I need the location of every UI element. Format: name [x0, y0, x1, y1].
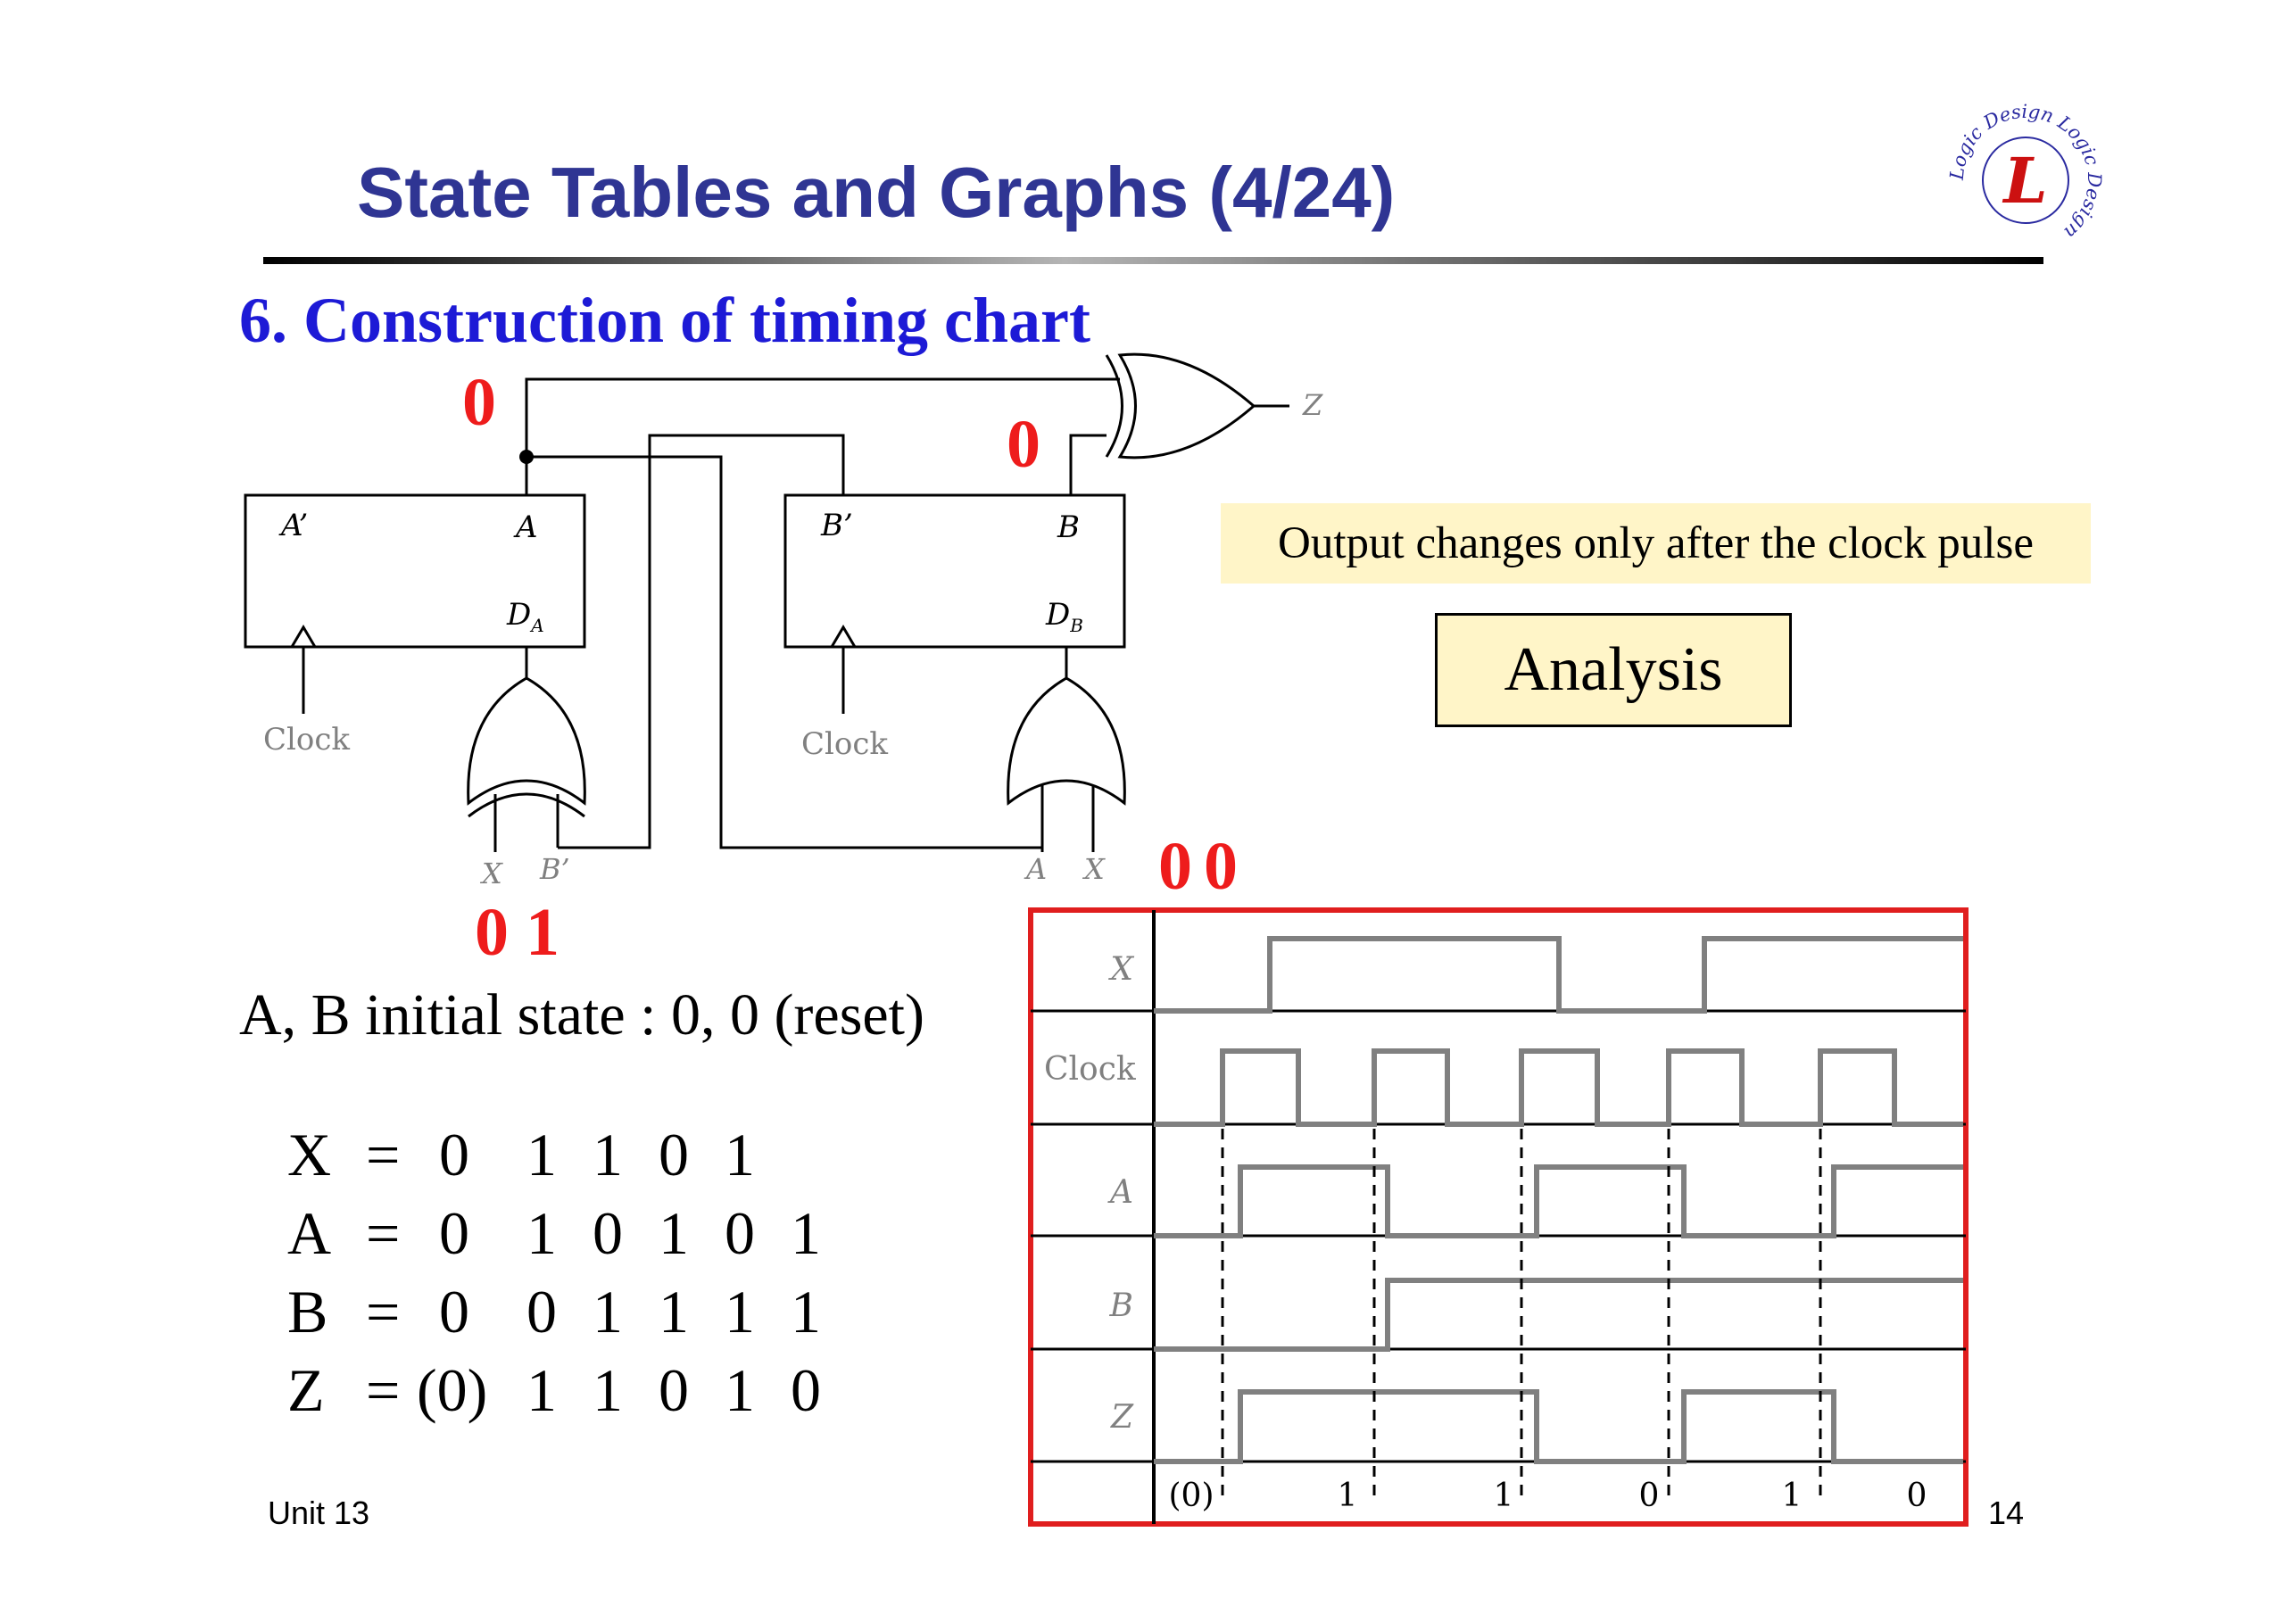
sequence-value: 0 [439, 1199, 469, 1267]
red-a-output-value: 0 [462, 365, 496, 440]
sequence-value: 1 [659, 1278, 689, 1346]
unit-label: Unit 13 [268, 1495, 370, 1531]
xor-b-input-x-label: X [1084, 852, 1105, 886]
xor-gate-b [1008, 678, 1125, 803]
xor-b-input-a-label: A [1026, 852, 1048, 886]
sequence-name: A [287, 1199, 332, 1267]
logic-design-logo [1941, 100, 2110, 261]
sequence-value: 1 [791, 1199, 821, 1267]
z-value-label: 1 [1337, 1478, 1358, 1514]
initial-state-text: A, B initial state : 0, 0 (reset) [239, 982, 924, 1047]
wire-bprime [558, 435, 843, 848]
sequence-value: 0 [791, 1356, 821, 1424]
sequence-value: 1 [526, 1199, 557, 1267]
sequence-name: Z [287, 1356, 325, 1424]
title-rule [263, 257, 2043, 264]
ff-a-q-label: A [516, 509, 538, 545]
ff-b-q-label: B [1057, 509, 1080, 545]
sequence-name: B [287, 1278, 328, 1346]
wave-z [1154, 1392, 1963, 1462]
signal-label-b: B [1109, 1288, 1133, 1324]
timing-chart [1026, 906, 1972, 1530]
sequence-value: (0) [417, 1356, 488, 1424]
z-value-label: 0 [1638, 1478, 1660, 1514]
ff-b-clock-triangle [832, 627, 855, 647]
xor-gate-output-extra-curve [1107, 355, 1123, 457]
sequence-value: 1 [593, 1356, 623, 1424]
sequence-value: 1 [526, 1121, 557, 1188]
sequence-equals: = [366, 1121, 401, 1188]
ff-b-d-label: $D_B$ [1046, 597, 1083, 636]
xor-gate-a [468, 678, 585, 803]
sequence-value: 0 [439, 1121, 469, 1188]
xor-gate-output [1120, 354, 1254, 458]
signal-label-x: X [1110, 951, 1133, 988]
signal-label-a: A [1110, 1174, 1133, 1211]
page-number: 14 [1988, 1495, 2025, 1531]
analysis-box: Analysis [1435, 613, 1792, 727]
sequence-value: 0 [725, 1199, 755, 1267]
logo-ring-text: Logic Design Logic Design [1945, 100, 2106, 244]
sequence-value: 0 [526, 1278, 557, 1346]
sequence-name: X [287, 1121, 332, 1188]
z-value-label: 1 [1493, 1478, 1514, 1514]
wave-b [1154, 1280, 1963, 1349]
sequence-equals: = [366, 1356, 401, 1424]
z-value-label: 0 [1906, 1478, 1927, 1514]
sequence-value: 1 [725, 1278, 755, 1346]
sequence-value: 1 [593, 1278, 623, 1346]
ff-a-clock-label: Clock [263, 722, 351, 758]
wave-a [1154, 1167, 1963, 1236]
ff-a-clock-triangle [292, 627, 315, 647]
ff-a-qbar-label: A’ [281, 508, 309, 543]
sequence-equals: = [366, 1199, 401, 1267]
chart-border [1031, 910, 1966, 1524]
ff-a-d-label: $D_A$ [507, 597, 544, 636]
section-heading: 6. Construction of timing chart [239, 285, 1090, 356]
z-value-label: 1 [1781, 1478, 1803, 1514]
red-xor-a-input-values: 0 1 [475, 895, 559, 970]
sequence-value: 1 [725, 1121, 755, 1188]
sequence-value: 0 [439, 1278, 469, 1346]
sequence-value: 1 [725, 1356, 755, 1424]
xor-a-input-bprime-label: B’ [540, 852, 570, 886]
xor-gate-a-extra-curve [468, 794, 584, 816]
junction-dot [519, 450, 534, 464]
signal-label-z: Z [1110, 1399, 1133, 1436]
ff-b-clock-label: Clock [801, 726, 889, 762]
ff-b-qbar-label: B’ [821, 508, 853, 543]
xor-a-input-x-label: X [482, 857, 502, 890]
red-xor-b-input-values: 0 0 [1158, 829, 1238, 904]
wave-clock [1154, 1051, 1963, 1124]
sequence-value: 0 [659, 1121, 689, 1188]
signal-label-clock: Clock [1044, 1051, 1136, 1088]
wave-x [1154, 939, 1963, 1011]
sequence-value: 1 [791, 1278, 821, 1346]
sequence-value: 1 [526, 1356, 557, 1424]
red-b-output-value: 0 [1007, 407, 1040, 482]
sequence-value: 0 [659, 1356, 689, 1424]
clock-note: Output changes only after the clock pulse [1221, 503, 2091, 584]
wire-b-output [1071, 435, 1107, 495]
sequence-value: 1 [593, 1121, 623, 1188]
logo-letter: L [2003, 144, 2048, 218]
output-z-label: Z [1303, 388, 1323, 422]
sequence-equals: = [366, 1278, 401, 1346]
sequence-value: 0 [593, 1199, 623, 1267]
page-title: State Tables and Graphs (4/24) [357, 153, 1396, 232]
sequence-value: 1 [659, 1199, 689, 1267]
z-value-label: (0) [1168, 1478, 1214, 1514]
